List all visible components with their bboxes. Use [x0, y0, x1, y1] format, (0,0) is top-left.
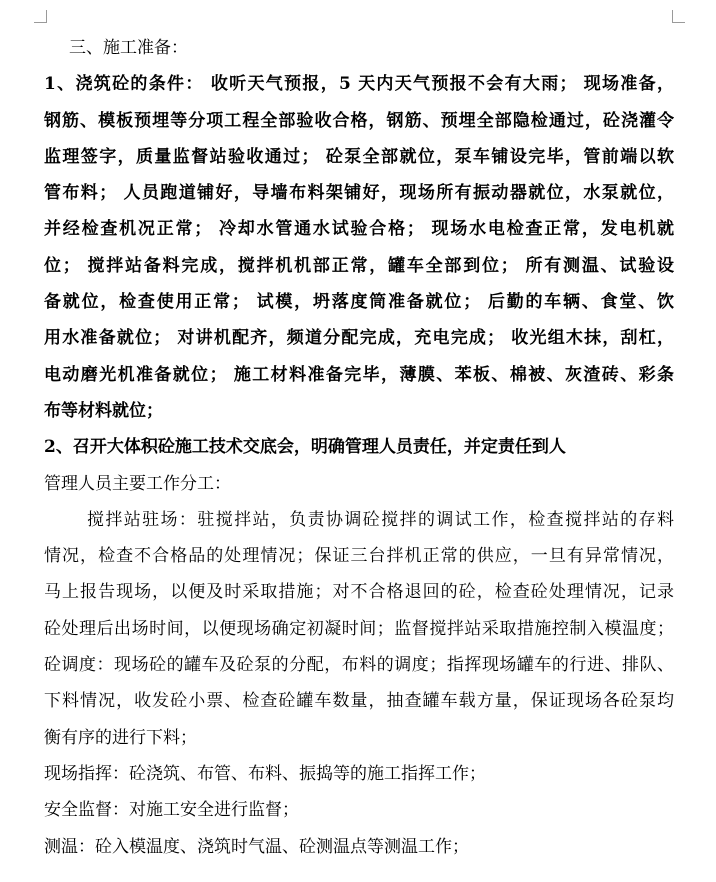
paragraph-line: 备就位，检查使用正常； 试模，坍落度筒准备就位； 后勤的车辆、食堂、饮 — [44, 292, 674, 313]
paragraph-line: 并经检查机况正常； 冷却水管通水试验合格； 现场水电检查正常，发电机就 — [44, 219, 674, 240]
paragraph-line: 电动磨光机准备就位； 施工材料准备完毕，薄膜、苯板、棉被、灰渣砖、彩条 — [44, 364, 674, 385]
paragraph-line: 下料情况，收发砼小票、检查砼罐车数量，抽查罐车载方量，保证现场各砼泵均 — [44, 691, 674, 712]
paragraph-line: 搅拌站驻场：驻搅拌站，负责协调砼搅拌的调试工作，检查搅拌站的存料 — [87, 509, 674, 530]
paragraph-line: 管布料； 人员跑道铺好，导墙布料架铺好，现场所有振动器就位，水泵就位， — [44, 183, 674, 204]
paragraph-line: 情况，检查不合格品的处理情况；保证三台拌机正常的供应，一旦有异常情况， — [44, 546, 674, 567]
paragraph-line: 监理签字，质量监督站验收通过； 砼泵全部就位，泵车铺设完毕，管前端以软 — [44, 146, 674, 167]
paragraph-line: 1、浇筑砼的条件： 收听天气预报，5 天内天气预报不会有大雨； 现场准备， — [44, 74, 674, 95]
section-heading: 三、施工准备： — [69, 38, 188, 58]
paragraph-line: 布等材料就位； — [44, 400, 163, 421]
paragraph-line: 衡有序的进行下料； — [44, 727, 197, 748]
paragraph-line: 砼调度：现场砼的罐车及砼泵的分配，布料的调度；指挥现场罐车的行进、排队、 — [44, 655, 674, 676]
paragraph-line: 位； 搅拌站备料完成，搅拌机机部正常，罐车全部到位； 所有测温、试验设 — [44, 255, 674, 276]
paragraph-line: 测温：砼入模温度、浇筑时气温、砼测温点等测温工作； — [44, 836, 469, 857]
paragraph-line: 2、召开大体积砼施工技术交底会，明确管理人员责任，并定责任到人 — [44, 437, 566, 458]
paragraph-line: 钢筋、模板预埋等分项工程全部验收合格，钢筋、预埋全部隐检通过，砼浇灌令 — [44, 110, 674, 131]
document-body — [44, 30, 674, 865]
page-corner-mark-right — [672, 10, 685, 23]
paragraph-line: 现场指挥：砼浇筑、布管、布料、振捣等的施工指挥工作； — [44, 763, 486, 784]
paragraph-line: 马上报告现场，以便及时采取措施；对不合格退回的砼，检查砼处理情况，记录 — [44, 582, 674, 603]
paragraph-line: 用水准备就位； 对讲机配齐，频道分配完成，充电完成； 收光组木抹，刮杠， — [44, 328, 674, 349]
subheading-line: 管理人员主要工作分工： — [44, 473, 231, 494]
paragraph-line: 砼处理后出场时间，以便现场确定初凝时间；监督搅拌站采取措施控制入模温度； — [44, 618, 674, 639]
paragraph-line: 安全监督：对施工安全进行监督； — [44, 800, 299, 821]
page-corner-mark-left — [34, 10, 47, 23]
